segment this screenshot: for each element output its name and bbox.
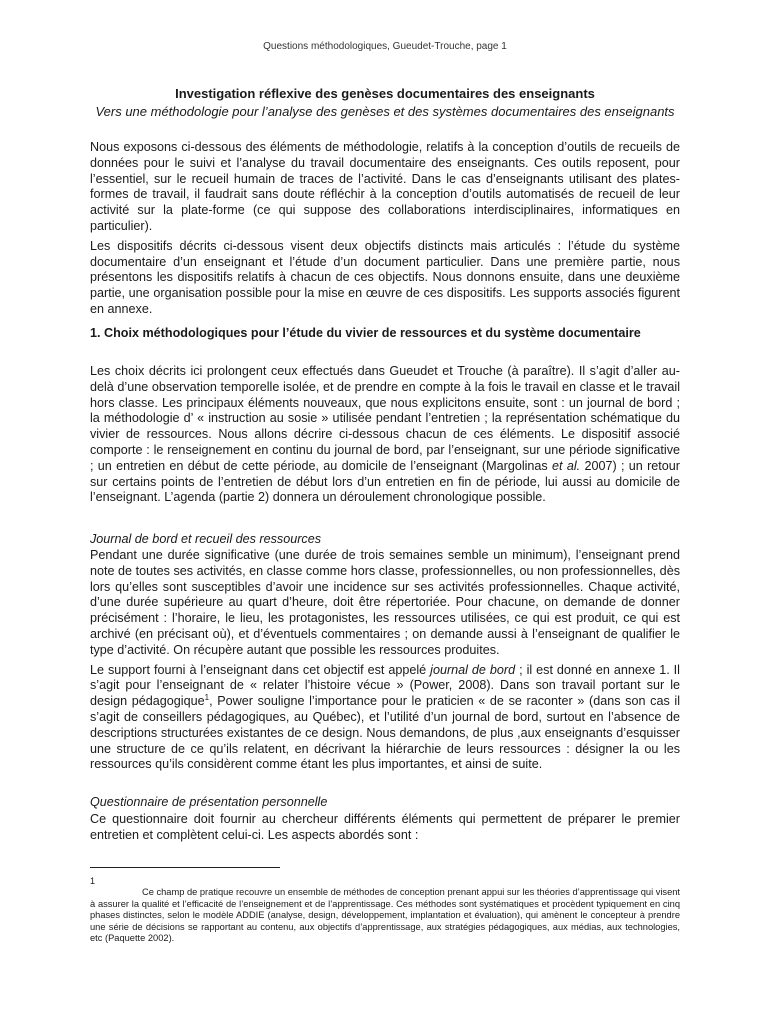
- document-subtitle: Vers une méthodologie pour l’analyse des genèses et des systèmes documentaires des enseignants: [95, 104, 675, 119]
- intro-paragraph-2: Les dispositifs décrits ci-dessous visent deux objectifs distincts mais articulés : l’étude du système documentaire d’un enseignant et l’étude d’un document particulier. Dans une première partie, nous présentons les dispositifs relatifs à chacun de ces objectifs. Nous donnons ensuite, dans une deuxième partie, une organisation possible pour la mise en œuvre de ces dispositifs. Les supports associés figurent en annexe.: [90, 238, 680, 316]
- document-title: Investigation réflexive des genèses documentaires des enseignants: [175, 86, 595, 101]
- footnote: [90, 876, 680, 944]
- journal-text-b: ; il est donné en annexe 1. Il s’agit pour l’enseignant de « relater l’histoire vécue » (Power, 2008). Dans son travail portant sur le design pédagogique: [90, 662, 680, 709]
- journal-paragraph-1: Pendant une durée significative (une durée de trois semaines semble un minimum), l’enseignant prend note de toutes ses activités, en classe comme hors classe, professionnelles, ou non professionnelles, dès lors qu’elles sont susceptibles d’avoir une incidence sur ses activités professionnelles. Chaque activité, d’une durée supérieure au quart d’heure, doit être répertoriée. Pour chacune, on demande de donner précisément : l’horaire, le lieu, les protagonistes, les ressources utilisées, ce qui est produit, ce qui est archivé (en précisant où), et d’éventuels commentaires ; on demande aussi à l’enseignant de qualifier le type d’activité. On récupère autant que possible les ressources produites.: [90, 548, 680, 657]
- questionnaire-paragraph: Ce questionnaire doit fournir au chercheur différents éléments qui permettent de préparer le premier entretien et complètent celui-ci. Les aspects abordés sont :: [90, 812, 680, 842]
- questionnaire-heading: Questionnaire de présentation personnelle: [90, 795, 328, 809]
- footnote-text: Ce champ de pratique recouvre un ensemble de méthodes de conception prenant appui sur les théories d’apprentissage qui visent à assurer la qualité et l’efficacité de l’enseignement et de l’apprentissage. Ces méthodes sont systématiques et procèdent typiquement en cinq phases distinctes, selon le modèle ADDIE (analyse, design, développement, implantation et évaluation), qui amènent le concepteur à prendre une série de décisions se rapportant au contenu, aux objectifs d’apprentissage, aux stratégies pédagogiques, aux médias, aux technologies, etc (Paquette 2002).: [90, 887, 681, 944]
- section-1-text-a: Les choix décrits ici prolongent ceux effectués dans Gueudet et Trouche (à paraître). Il s’agit d’aller au-delà d’une observation temporelle isolée, et de prendre en compte à la fois le travail en classe et le travail hors classe. Les principaux éléments nouveaux, que nous explicitons ensuite, sont : un journal de bord ; la méthodologie d’ « instruction au sosie » utilisée pendant l’entretien ; la représentation schématique du vivier de ressources. Nous allons décrire ci-dessous chacun de ces éléments. Le dispositif associé comporte : le renseignement en continu du journal de bord, par l’enseignant, sur une période significative ; un entretien en début de cette période, au domicile de l’enseignant (Margolinas: [90, 364, 680, 473]
- section-1-text-b: 2007) ; un retour sur certains points de l’entretien de début lors d’un entretien en fin de période, lui aussi au domicile de l’enseignant. L’agenda (partie 2) donnera un déroulement chronologique possible.: [90, 458, 680, 505]
- journal-paragraph-2: [90, 663, 680, 774]
- footnote-reference[interactable]: 1: [204, 692, 210, 702]
- journal-text-c: , Power souligne l’importance pour le praticien « de se raconter » (dans son cas il s’agit de conseillers pédagogiques, au Québec), et l’utilité d’un journal de bord, surtout en l’absence de descriptions structurées existantes de ce design. Nous demandons, de plus ,aux enseignants d’esquisser une structure de ce qu’ils relatent, en décrivant la hiérarchie de leurs ressources : désigner la ou les ressources qu’ils considèrent comme étant les plus importantes, et ainsi de suite.: [90, 694, 680, 772]
- journal-de-bord-term: journal de bord: [430, 662, 516, 677]
- questionnaire-section: [90, 812, 680, 844]
- citation-et-al: et al.: [552, 458, 581, 473]
- intro-section: [90, 140, 680, 318]
- footnote-number: 1: [90, 876, 96, 886]
- section-1-heading: 1. Choix méthodologiques pour l’étude du vivier de ressources et du système documentaire: [90, 326, 641, 340]
- journal-heading: Journal de bord et recueil des ressources: [90, 532, 322, 546]
- running-header: Questions méthodologiques, Gueudet-Trouche, page 1: [263, 41, 507, 52]
- journal-text-a: Le support fourni à l’enseignant dans cet objectif est appelé: [90, 662, 431, 677]
- section-1-body: [90, 364, 680, 506]
- section-1-paragraph: [90, 364, 680, 506]
- intro-paragraph-1: Nous exposons ci-dessous des éléments de méthodologie, relatifs à la conception d’outils de recueils de données pour le suivi et l’analyse du travail documentaire des enseignants. Ces outils reposent, pour l’essentiel, sur le recueil humain de traces de l’activité. Dans le cas d’enseignants utilisant des plates-formes de travail, il faudrait sans doute réfléchir à la conception d’outils automatisés de recueil de leur activité sur la plate-forme (ce qui suppose des collaborations interdisciplinaires, informatiques en particulier).: [90, 140, 680, 233]
- journal-section: [90, 548, 680, 773]
- footnote-divider: [90, 867, 280, 868]
